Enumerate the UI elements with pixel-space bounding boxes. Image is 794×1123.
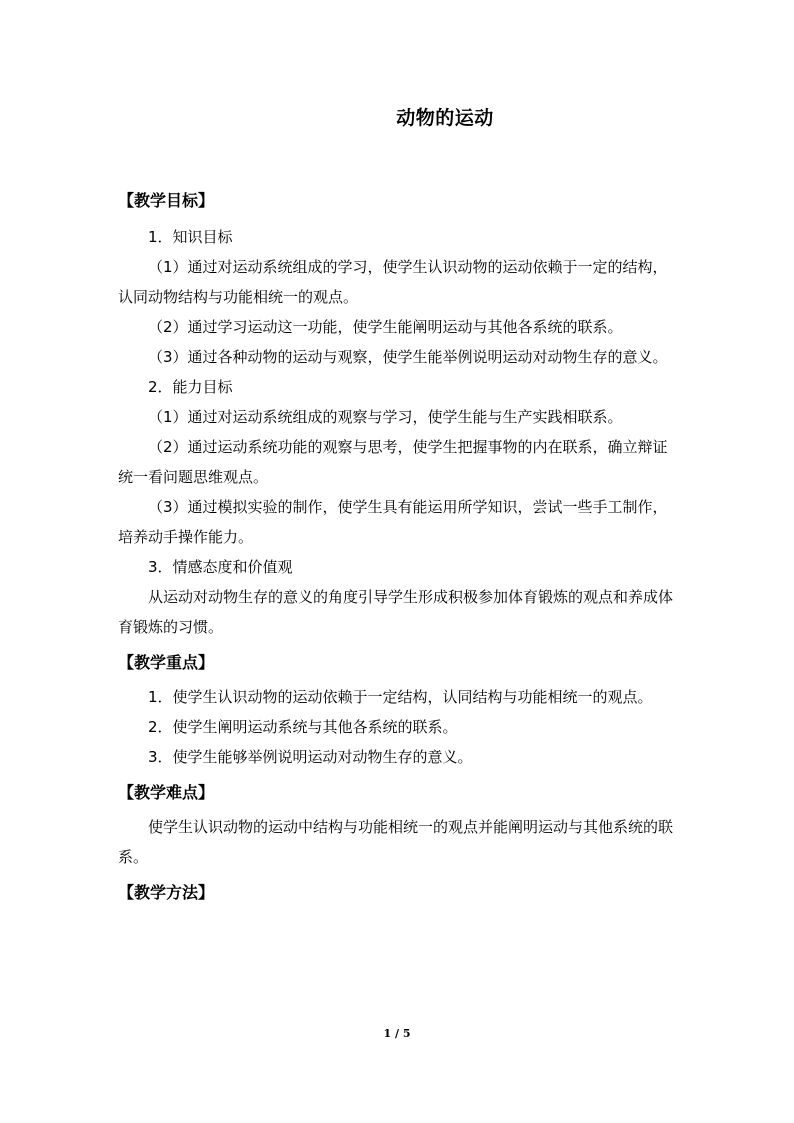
difficulty-text: 使学生认识动物的运动中结构与功能相统一的观点并能阐明运动与其他系统的联系。 <box>118 818 674 866</box>
emotion-goal-text: 从运动对动物生存的意义的角度引导学生形成积极参加体育锻炼的观点和养成体育锻炼的习惯。 <box>118 588 674 636</box>
ability-goal-1: （1）通过对运动系统组成的观察与学习，使学生能与生产实践相联系。 <box>148 408 623 426</box>
key-point-1: 1．使学生认识动物的运动依赖于一定结构，认同结构与功能相统一的观点。 <box>148 688 653 706</box>
page-number: 1 / 5 <box>383 1027 411 1040</box>
document-title: 动物的运动 <box>396 107 494 129</box>
ability-goal-3: （3）通过模拟实验的制作，使学生具有能运用所学知识，尝试一些手工制作，培养动手操作能力。 <box>118 498 668 546</box>
knowledge-goal-2: （2）通过学习运动这一功能，使学生能阐明运动与其他各系统的联系。 <box>148 318 623 336</box>
ability-goal-2: （2）通过运动系统功能的观察与思考，使学生把握事物的内在联系，确立辩证统一看问题思维观点。 <box>118 438 668 486</box>
section-heading-difficulties: 【教学难点】 <box>118 783 215 802</box>
key-point-2: 2．使学生阐明运动系统与其他各系统的联系。 <box>148 718 458 736</box>
section-heading-goals: 【教学目标】 <box>118 191 215 210</box>
knowledge-goal-1: （1）通过对运动系统组成的学习，使学生认识动物的运动依赖于一定的结构，认同动物结构与功能相统一的观点。 <box>118 258 668 306</box>
ability-goal-label: 2．能力目标 <box>148 378 233 396</box>
document-body <box>118 182 674 912</box>
key-point-3: 3．使学生能够举例说明运动对动物生存的意义。 <box>148 748 473 766</box>
section-heading-methods: 【教学方法】 <box>118 883 215 902</box>
knowledge-goal-3: （3）通过各种动物的运动与观察，使学生能举例说明运动对动物生存的意义。 <box>148 348 668 366</box>
emotion-goal-label: 3．情感态度和价值观 <box>148 558 293 576</box>
knowledge-goal-label: 1．知识目标 <box>148 228 233 246</box>
section-heading-key-points: 【教学重点】 <box>118 653 215 672</box>
